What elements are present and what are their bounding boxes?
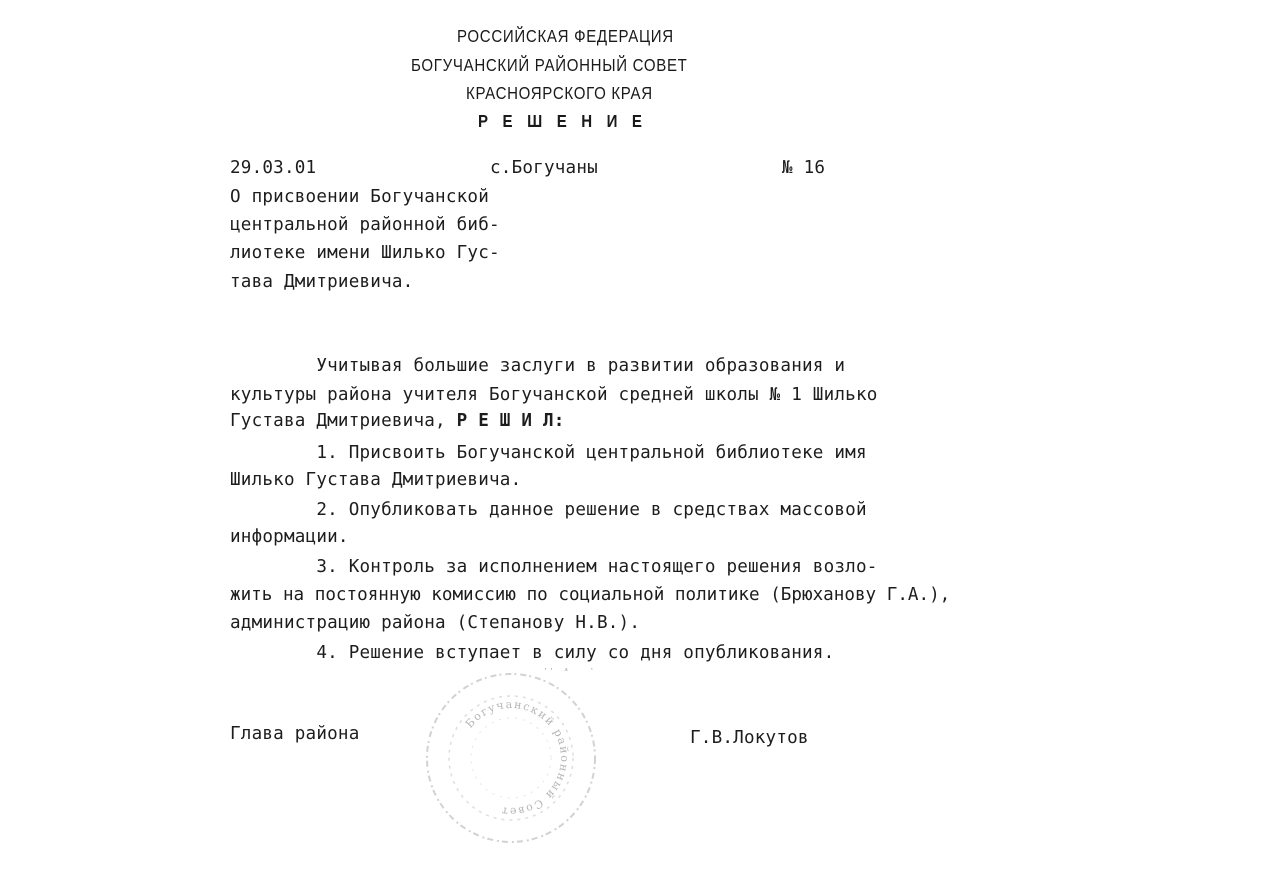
body-line: администрацию района (Степанову Н.В.). [230, 613, 641, 633]
document-date: 29.03.01 [230, 158, 317, 178]
body-line: культуры района учителя Богучанской средней школы № 1 Шилько [230, 385, 878, 405]
body-line: 2. Опубликовать данное решение в средствах массовой [230, 500, 867, 520]
body-line-text: Густава Дмитриевича, [230, 411, 457, 431]
body-line: 1. Присвоить Богучанской центральной библиотеке имя [230, 443, 867, 463]
body-line [230, 413, 565, 431]
body-line: 3. Контроль за исполнением настоящего решения возло- [230, 557, 878, 577]
subject-line: О присвоении Богучанской [230, 187, 490, 207]
resolved-word: Р Е Ш И Л: [456, 411, 565, 431]
stamp-seal-icon [416, 668, 606, 848]
stamp-inner-text: Богучанский районный Совет [462, 697, 572, 819]
document-type: Р Е Ш Е Н И Е [478, 111, 648, 131]
signature-title: Глава района [230, 724, 360, 744]
header-country: РОССИЙСКАЯ ФЕДЕРАЦИЯ [457, 26, 674, 46]
body-line: 4. Решение вступает в силу со дня опубликования. [230, 643, 835, 663]
body-line: информации. [230, 527, 349, 547]
subject-line: тава Дмитриевича. [230, 272, 414, 292]
signature-name: Г.В.Локутов [690, 728, 809, 748]
document-place: с.Богучаны [490, 158, 598, 178]
body-line: Шилько Густава Дмитриевича. [230, 470, 522, 490]
header-region: КРАСНОЯРСКОГО КРАЯ [466, 83, 653, 103]
official-stamp [416, 668, 606, 848]
document-number: № 16 [782, 158, 826, 178]
body-line: Учитывая большие заслуги в развитии образования и [230, 356, 846, 376]
subject-line: центральной районной биб- [230, 215, 500, 235]
subject-line: лиотеке имени Шилько Гус- [230, 243, 500, 263]
svg-text:Богучанский районный Совет [463, 698, 571, 818]
document-page [228, 0, 1018, 877]
header-council: БОГУЧАНСКИЙ РАЙОННЫЙ СОВЕТ [411, 55, 688, 75]
body-line: жить на постоянную комиссию по социальной политике (Брюханову Г.А.), [230, 585, 951, 605]
stamp-outer-text [416, 668, 606, 672]
